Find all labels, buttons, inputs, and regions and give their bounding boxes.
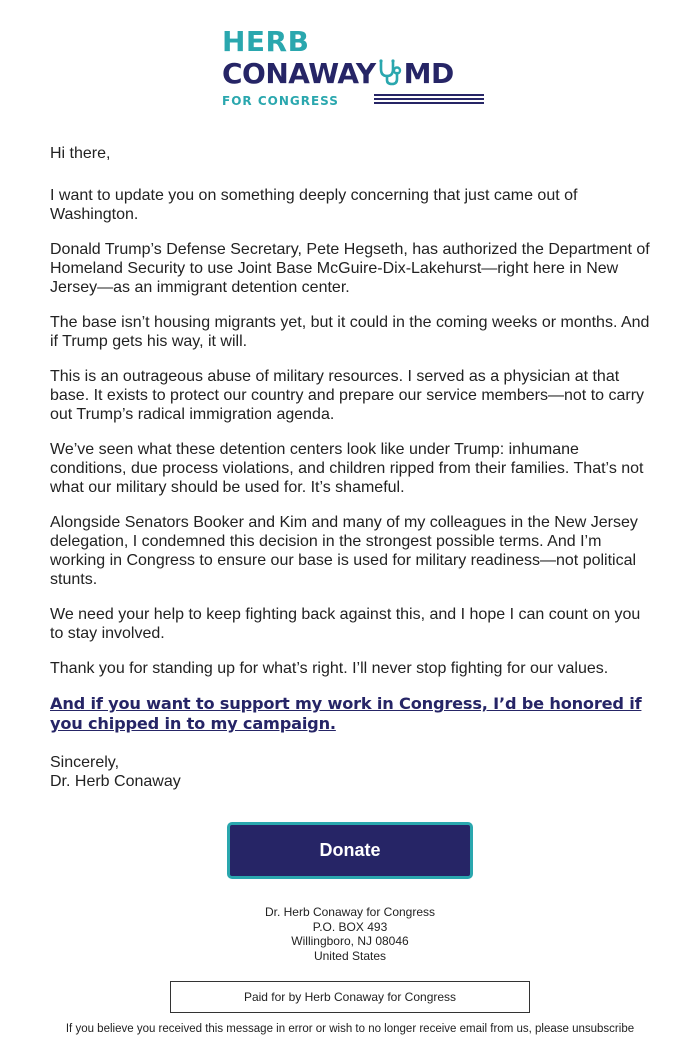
contribute-link[interactable]: And if you want to support my work in Congress, I’d be honored if you chipped in to my campaign. bbox=[50, 694, 642, 733]
paragraph: Donald Trump’s Defense Secretary, Pete Hegseth, has authorized the Department of Homeland Security to use Joint Base McGuire-Dix-Lakehurst—right here in New Jersey—as an immigrant detention center. bbox=[50, 241, 650, 296]
footer-po-box: P.O. BOX 493 bbox=[312, 919, 388, 934]
logo-stripes bbox=[374, 94, 484, 108]
logo-first-name: HERB bbox=[222, 25, 310, 58]
paragraph: Thank you for standing up for what’s right. I’ll never stop fighting for our values. bbox=[50, 660, 609, 677]
footer-org: Dr. Herb Conaway for Congress bbox=[264, 905, 436, 919]
paragraph: This is an outrageous abuse of military resources. I served as a physician at that base. It exists to protect our country and prepare our service members—not to carry out Trump’s radical immigration agenda. bbox=[50, 368, 645, 423]
paid-for-disclaimer: Paid for by Herb Conaway for Congress bbox=[170, 981, 530, 1013]
stethoscope-icon bbox=[377, 58, 403, 86]
footer-city: Willingboro, NJ 08046 bbox=[291, 934, 409, 948]
logo-name-line bbox=[222, 58, 454, 90]
paragraph: I want to update you on something deeply concerning that just came out of Washington. bbox=[50, 187, 578, 223]
logo-tagline: FOR CONGRESS bbox=[222, 94, 339, 108]
signoff bbox=[50, 753, 658, 791]
email-body bbox=[50, 144, 658, 791]
campaign-logo bbox=[222, 25, 492, 112]
signature: Dr. Herb Conaway bbox=[50, 773, 181, 790]
footer-address bbox=[200, 905, 500, 963]
donate-button[interactable]: Donate bbox=[227, 822, 473, 879]
paragraph: The base isn’t housing migrants yet, but it could in the coming weeks or months. And if Trump gets his way, it will. bbox=[50, 314, 650, 350]
greeting: Hi there, bbox=[50, 145, 111, 162]
paragraph: We’ve seen what these detention centers look like under Trump: inhumane conditions, due process violations, and children ripped from their families. That’s not what our military should be used for. It’s shameful. bbox=[50, 441, 644, 496]
signoff-text: Sincerely, bbox=[50, 754, 120, 771]
paragraph: We need your help to keep fighting back against this, and I hope I can count on you to stay involved. bbox=[50, 606, 641, 642]
logo-last-name: CONAWAY bbox=[222, 57, 376, 90]
paragraph: Alongside Senators Booker and Kim and many of my colleagues in the New Jersey delegation, I condemned this decision in the strongest possible terms. And I’m working in Congress to ensure our base is used for military readiness—not political stunts. bbox=[50, 514, 638, 588]
unsubscribe-notice[interactable]: If you believe you received this message in error or wish to no longer receive email from us, please unsubscribe bbox=[65, 1023, 635, 1035]
logo-md: MD bbox=[403, 57, 454, 90]
footer-country: United States bbox=[313, 948, 387, 963]
